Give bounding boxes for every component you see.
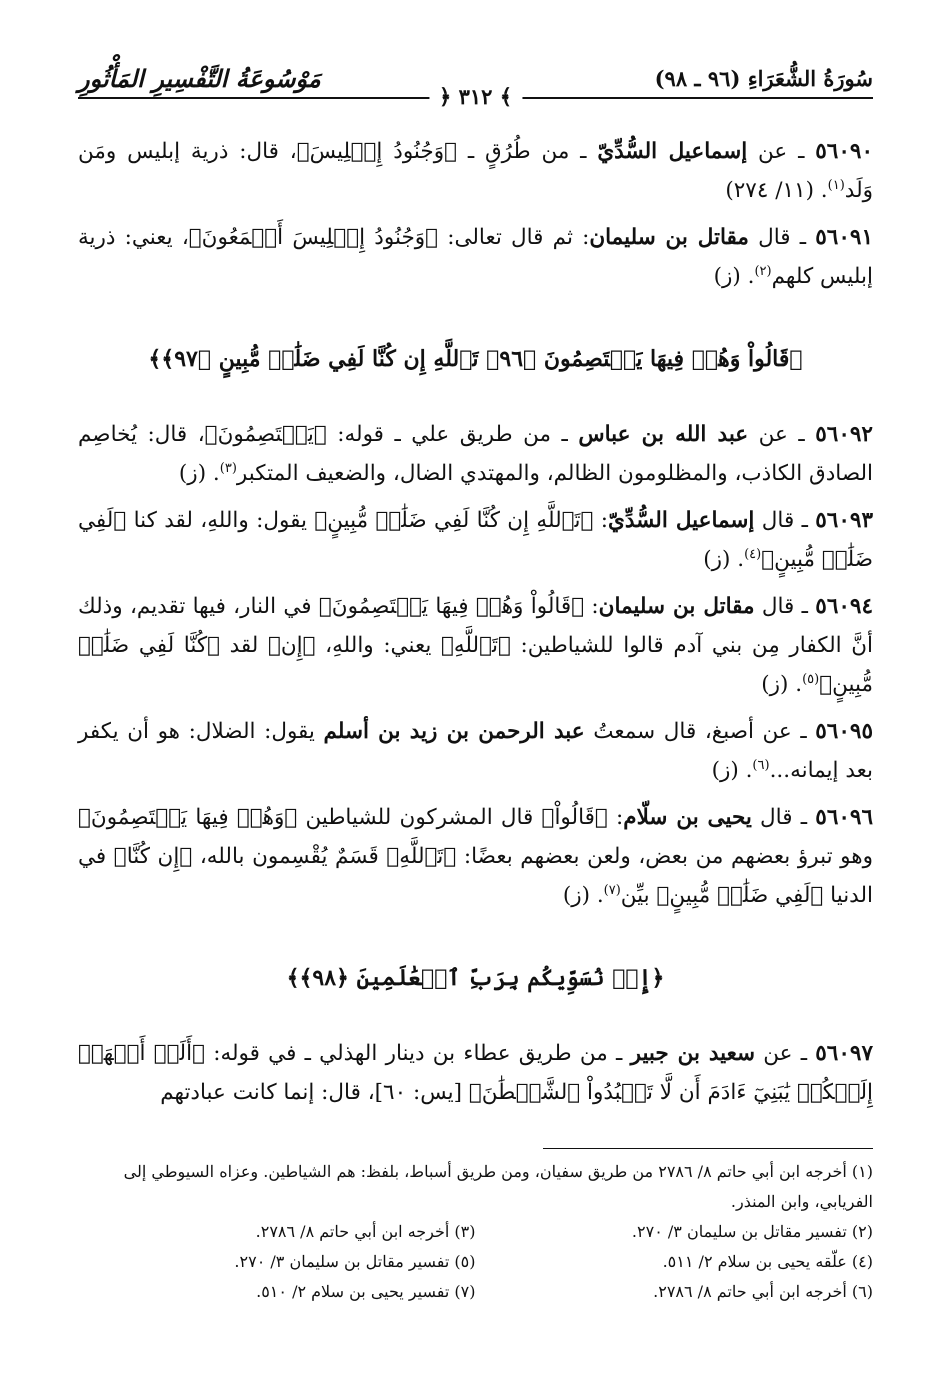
footnote-divider bbox=[543, 1148, 873, 1149]
footnote-3: (٣) أخرجه ابن أبي حاتم ٨/ ٢٧٨٦. bbox=[255, 1222, 476, 1241]
footnote-ref[interactable]: (٤) bbox=[744, 546, 762, 562]
surah-title: سُورَةُ الشُّعَرَاءِ (٩٦ ـ ٩٨) bbox=[654, 66, 873, 91]
page-number: ﴿ ٣١٢ ﴾ bbox=[429, 84, 522, 109]
entry-prefix: ـ قال bbox=[748, 225, 807, 250]
entry-prefix: ـ عن أصبغ، قال سمعتُ bbox=[584, 719, 807, 744]
entry-suffix: . (ز) bbox=[713, 264, 755, 289]
narrator-name: عبد الله بن عباس bbox=[578, 422, 749, 447]
narrator-name: مقاتل بن سليمان bbox=[598, 594, 755, 619]
entry bbox=[78, 132, 873, 210]
entry-number: ٥٦٠٩٣ bbox=[815, 508, 873, 533]
narrator-name: يحيى بن سلّام bbox=[623, 805, 752, 830]
entry-number: ٥٦٠٩٦ bbox=[815, 805, 874, 830]
entry-prefix: ـ قال bbox=[754, 594, 808, 619]
narrator-name: مقاتل بن سليمان bbox=[589, 225, 749, 250]
running-header bbox=[78, 58, 873, 118]
entry-number: ٥٦٠٩٠ bbox=[815, 139, 873, 164]
narrator-name: سعيد بن جبير bbox=[630, 1041, 756, 1066]
entry bbox=[78, 712, 873, 790]
book-title: مَوْسُوعَةُ التَّفْسِيرِ المَأْثُورِ bbox=[78, 64, 321, 93]
entry-suffix: . (ز) bbox=[711, 758, 753, 783]
entry-text: ـ من طريق علي ـ قوله: ﴿يَخۡتَصِمُونَ﴾، قال: يُخاصِم الصادق الكاذب، والمظلومون الظالم، والمهتدي الضال، والضعيف المتكبر bbox=[78, 422, 873, 486]
entry bbox=[78, 1034, 873, 1112]
entry bbox=[78, 798, 873, 915]
entry-prefix: ـ عن bbox=[747, 139, 805, 164]
entry bbox=[78, 501, 873, 579]
entry-suffix: . (ز) bbox=[562, 883, 604, 908]
entry bbox=[78, 415, 873, 493]
entry-text: ـ من طُرُقٍ ـ ﴿وَجُنُودُ إِبۡلِيسَ﴾، قال: ذرية إبليس ومَن وَلَد bbox=[78, 139, 873, 203]
entry-text: : ﴿تَٱللَّهِ إِن كُنَّا لَفِي ضَلَٰلٖ مُّبِينٍ﴾ يقول: واللهِ، لقد كنا ﴿لَفِي ضَلَٰلٖ مُّبِينٍ﴾ bbox=[78, 508, 873, 572]
entry-number: ٥٦٠٩٤ bbox=[815, 594, 874, 619]
entry-suffix: . (ز) bbox=[703, 547, 745, 572]
entry-number: ٥٦٠٩٥ bbox=[815, 719, 873, 744]
footnote-ref[interactable]: (٣) bbox=[219, 460, 237, 476]
narrator-name: إسماعيل السُّدِّيّ bbox=[597, 139, 748, 164]
entry-text: يقول: الضلال: هو أن يكفر بعد إيمانه... bbox=[78, 719, 873, 783]
narrator-name: إسماعيل السُّدِّيّ bbox=[608, 508, 755, 533]
entry-text: : ﴿قَالُواْ وَهُمۡ فِيهَا يَخۡتَصِمُونَ﴾ في النار، فيها تقديم، وذلك أنَّ الكفار مِن بني آدم قالوا للشياطين: ﴿تَٱللَّهِ﴾ يعني: واللهِ، ﴿إِن﴾ لقد ﴿كُنَّا لَفِي ضَلَٰلٖ مُّبِينٍ﴾ bbox=[78, 594, 873, 697]
entry-prefix: ـ عن bbox=[748, 422, 805, 447]
footnote-1: (١) أخرجه ابن أبي حاتم ٨/ ٢٧٨٦ من طريق سفيان، ومن طريق أسباط، بلفظ: هم الشياطين. وعزاه السيوطي إلى الفريابي، وابن المنذر. bbox=[123, 1162, 873, 1211]
footnote-ref[interactable]: (٦) bbox=[752, 757, 770, 773]
entry-number: ٥٦٠٩٧ bbox=[815, 1041, 873, 1066]
footnote-ref[interactable]: (٧) bbox=[603, 882, 621, 898]
entry-number: ٥٦٠٩١ bbox=[815, 225, 873, 250]
entry-suffix: . (ز) bbox=[761, 672, 803, 697]
footnote-ref[interactable]: (١) bbox=[827, 177, 845, 193]
entry-suffix: . (١١/ ٢٧٤) bbox=[725, 178, 828, 203]
entry bbox=[78, 587, 873, 704]
footnote-5: (٥) تفسير مقاتل بن سليمان ٣/ ٢٧٠. bbox=[234, 1252, 476, 1271]
narrator-name: عبد الرحمن بن زيد بن أسلم bbox=[323, 719, 585, 744]
entry-text: : ﴿قَالُواْ﴾ قال المشركون للشياطين ﴿وَهُمۡ فِيهَا يَخۡتَصِمُونَ﴾ وهو تبرؤ بعضهم من بعض، ولعن بعضهم بعضًا: ﴿تَٱللَّهِ﴾ قَسَمٌ يُقْسِمون بالله، ﴿إِن كُنَّا﴾ في الدنيا ﴿لَفِي ضَلَٰلٖ مُّبِينٍ﴾ بيِّن bbox=[78, 805, 873, 908]
footnotes bbox=[78, 1148, 873, 1307]
entry-text: ـ من طريق عطاء بن دينار الهذلي ـ في قوله: ﴿أَلَمۡ أَعۡهَدۡ إِلَيۡكُمۡ يَٰبَنِيٓ ءَادَمَ أَن لَّا تَعۡبُدُواْ ٱلشَّيۡطَٰنَ﴾ [يس: ٦٠]، قال: إنما كانت عبادتهم bbox=[78, 1041, 873, 1105]
footnote-4: (٤) علّقه يحيى بن سلام ٢/ ٥١١. bbox=[662, 1252, 873, 1271]
entry-prefix: ـ عن bbox=[755, 1041, 807, 1066]
entry-text: : ثم قال تعالى: ﴿وَجُنُودُ إِبۡلِيسَ أَجۡمَعُونَ﴾، يعني: ذرية إبليس كلهم bbox=[78, 225, 873, 289]
entry-number: ٥٦٠٩٢ bbox=[815, 422, 873, 447]
quran-verse: ﴿قَالُواْ وَهُمۡ فِيهَا يَخۡتَصِمُونَ ﴿٩٦﴾ تَٱللَّهِ إِن كُنَّا لَفِي ضَلَٰلٖ مُّبِينٍ ﴿٩٧﴾﴾ bbox=[148, 346, 803, 372]
footnote-ref[interactable]: (٢) bbox=[754, 263, 772, 279]
footnote-6: (٦) أخرجه ابن أبي حاتم ٨/ ٢٧٨٦. bbox=[653, 1282, 873, 1301]
footnote-2: (٢) تفسير مقاتل بن سليمان ٣/ ٢٧٠. bbox=[631, 1222, 873, 1241]
footnote-grid bbox=[78, 1217, 873, 1307]
quran-verse: ﴿إِذۡ نُسَوِّيكُم بِرَبِّ ٱلۡعَٰلَمِينَ ﴿٩٨﴾﴾ bbox=[286, 965, 665, 991]
entry-prefix: ـ قال bbox=[754, 508, 808, 533]
footnote-ref[interactable]: (٥) bbox=[802, 671, 820, 687]
entry-prefix: ـ قال bbox=[751, 805, 808, 830]
footnote-7: (٧) تفسير يحيى بن سلام ٢/ ٥١٠. bbox=[256, 1282, 476, 1301]
entry bbox=[78, 218, 873, 296]
main-text bbox=[78, 132, 873, 1120]
entry-suffix: . (ز) bbox=[178, 461, 220, 486]
